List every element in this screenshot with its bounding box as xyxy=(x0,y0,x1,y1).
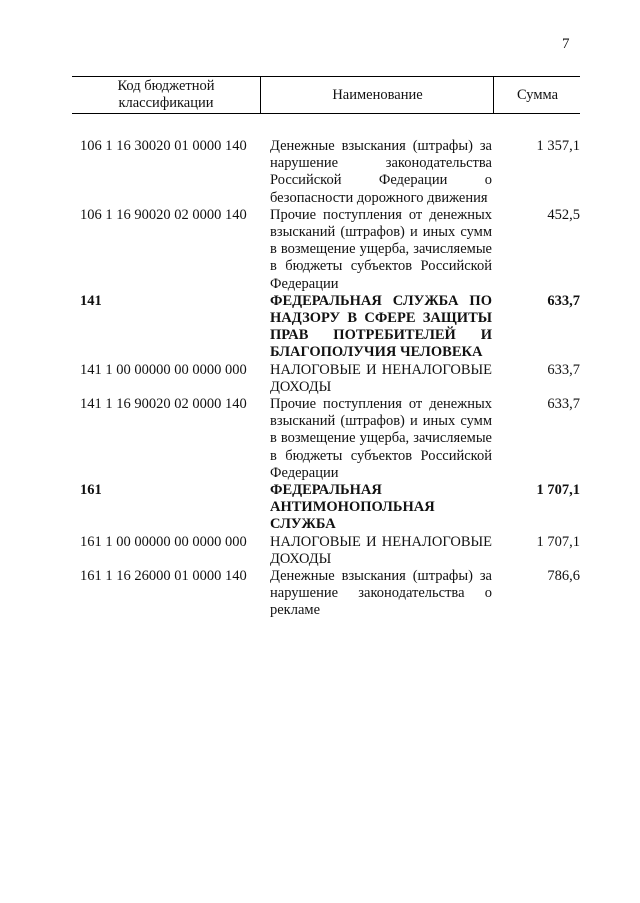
row-sum: 452,5 xyxy=(547,206,580,223)
header-sum-column: Сумма xyxy=(493,77,581,113)
row-code: 141 1 00 00000 00 0000 000 xyxy=(80,361,247,378)
table-row xyxy=(0,293,640,362)
table-row xyxy=(0,138,640,207)
table-row xyxy=(0,207,640,293)
row-name: Денежные взыскания (штрафы) за нарушение законодательства о рекламе xyxy=(270,568,492,619)
row-name: Денежные взыскания (штрафы) за нарушение законодательства Российской Федерации о безопасности дорожного движения xyxy=(270,138,492,206)
row-name: Прочие поступления от денежных взысканий (штрафов) и иных сумм в возмещение ущерба, зачисляемые в бюджеты субъектов Российской Федерации xyxy=(270,206,492,292)
row-name: ФЕДЕРАЛЬНАЯ АНТИМОНОПОЛЬНАЯ СЛУЖБА xyxy=(270,482,435,533)
page-number: 7 xyxy=(562,36,570,52)
row-name: Прочие поступления от денежных взысканий (штрафов) и иных сумм в возмещение ущерба, зачисляемые в бюджеты субъектов Российской Федерации xyxy=(270,396,492,481)
header-code-column xyxy=(72,77,260,113)
row-sum: 633,7 xyxy=(547,361,580,378)
table-header xyxy=(72,76,580,114)
row-sum: 633,7 xyxy=(547,396,580,413)
table-row xyxy=(0,534,640,568)
row-code: 161 1 16 26000 01 0000 140 xyxy=(80,568,247,585)
row-code: 106 1 16 30020 01 0000 140 xyxy=(80,138,247,154)
table-row xyxy=(0,362,640,396)
row-name: ФЕДЕРАЛЬНАЯ СЛУЖБА ПО НАДЗОРУ В СФЕРЕ ЗАЩИТЫ ПРАВ ПОТРЕБИТЕЛЕЙ И БЛАГОПОЛУЧИЯ ЧЕЛОВЕКА xyxy=(270,292,492,361)
row-code: 141 xyxy=(80,292,102,309)
row-code: 106 1 16 90020 02 0000 140 xyxy=(80,206,247,223)
table-row xyxy=(0,482,640,534)
row-code: 141 1 16 90020 02 0000 140 xyxy=(80,396,247,413)
table-body xyxy=(0,138,640,620)
row-name: НАЛОГОВЫЕ И НЕНАЛОГОВЫЕ ДОХОДЫ xyxy=(270,361,492,395)
table-row xyxy=(0,568,640,620)
row-sum: 1 707,1 xyxy=(536,482,580,499)
row-sum: 786,6 xyxy=(547,568,580,585)
row-sum: 1 707,1 xyxy=(536,533,580,550)
header-name-column: Наименование xyxy=(260,77,494,113)
table-row xyxy=(0,396,640,482)
header-code-line2: классификации xyxy=(118,95,214,111)
row-sum: 1 357,1 xyxy=(536,138,580,154)
header-code-line1: Код бюджетной xyxy=(117,78,215,94)
row-code: 161 xyxy=(80,482,102,499)
row-name: НАЛОГОВЫЕ И НЕНАЛОГОВЫЕ ДОХОДЫ xyxy=(270,533,492,567)
row-sum: 633,7 xyxy=(547,292,580,309)
row-code: 161 1 00 00000 00 0000 000 xyxy=(80,533,247,550)
